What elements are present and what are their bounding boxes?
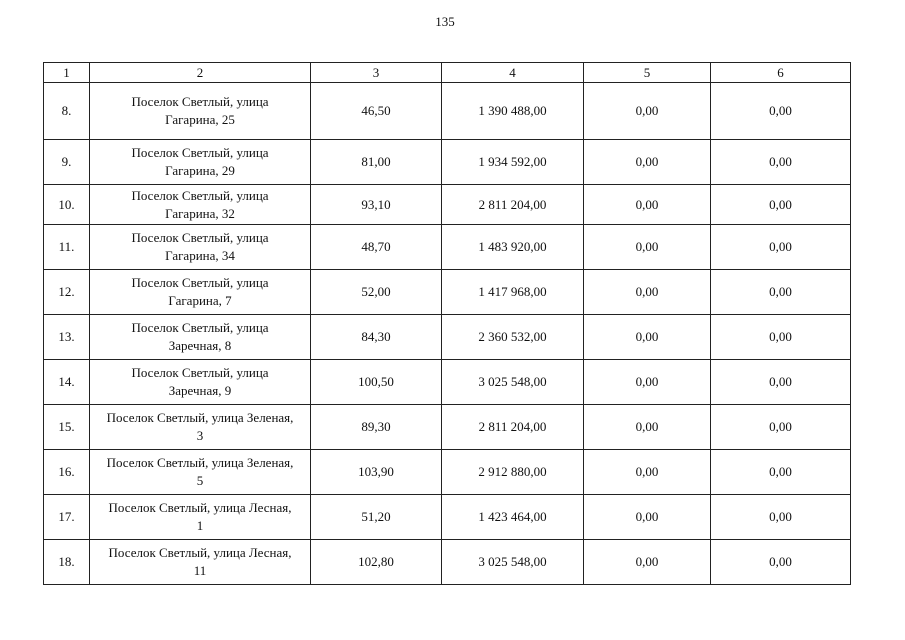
table-row (44, 83, 851, 140)
address-cell (90, 83, 311, 140)
area-cell: 89,30 (311, 405, 442, 450)
page-number: 135 (435, 14, 455, 29)
address-line: Поселок Светлый, улица Зеленая, (106, 410, 294, 425)
area-cell: 103,90 (311, 450, 442, 495)
amount-cell: 2 912 880,00 (442, 450, 584, 495)
address-line: 5 (196, 473, 204, 488)
area-cell: 46,50 (311, 83, 442, 140)
value-cell: 0,00 (584, 315, 711, 360)
area-cell: 81,00 (311, 140, 442, 185)
address-cell (90, 540, 311, 585)
row-number: 13. (44, 315, 90, 360)
row-number: 12. (44, 270, 90, 315)
header-cell: 5 (584, 63, 711, 83)
value-cell: 0,00 (711, 83, 851, 140)
value-cell: 0,00 (711, 495, 851, 540)
header-cell: 3 (311, 63, 442, 83)
area-cell: 102,80 (311, 540, 442, 585)
row-number: 10. (44, 185, 90, 225)
value-cell: 0,00 (584, 270, 711, 315)
value-cell: 0,00 (584, 83, 711, 140)
row-number: 9. (44, 140, 90, 185)
value-cell: 0,00 (711, 450, 851, 495)
value-cell: 0,00 (711, 405, 851, 450)
address-cell (90, 270, 311, 315)
address-line: Поселок Светлый, улица Лесная, (108, 500, 292, 515)
table-row (44, 270, 851, 315)
area-cell: 84,30 (311, 315, 442, 360)
value-cell: 0,00 (711, 270, 851, 315)
value-cell: 0,00 (584, 225, 711, 270)
table-row (44, 540, 851, 585)
table-row (44, 140, 851, 185)
address-line: Поселок Светлый, улица (131, 365, 269, 380)
address-cell (90, 185, 311, 225)
area-cell: 51,20 (311, 495, 442, 540)
value-cell: 0,00 (584, 540, 711, 585)
data-table (43, 62, 851, 585)
row-number: 18. (44, 540, 90, 585)
address-line: Поселок Светлый, улица (131, 94, 269, 109)
address-cell (90, 495, 311, 540)
table-row (44, 405, 851, 450)
address-line: Гагарина, 34 (165, 248, 235, 263)
amount-cell: 2 360 532,00 (442, 315, 584, 360)
address-line: Заречная, 8 (168, 338, 232, 353)
row-number: 15. (44, 405, 90, 450)
row-number: 11. (44, 225, 90, 270)
address-line: Гагарина, 29 (165, 163, 235, 178)
value-cell: 0,00 (711, 225, 851, 270)
area-cell: 52,00 (311, 270, 442, 315)
table-row (44, 450, 851, 495)
address-cell (90, 360, 311, 405)
amount-cell: 2 811 204,00 (442, 185, 584, 225)
amount-cell: 3 025 548,00 (442, 540, 584, 585)
address-line: Гагарина, 32 (165, 205, 235, 221)
address-line: Поселок Светлый, улица Зеленая, (106, 455, 294, 470)
amount-cell: 1 483 920,00 (442, 225, 584, 270)
value-cell: 0,00 (584, 450, 711, 495)
value-cell: 0,00 (584, 185, 711, 225)
header-cell: 2 (90, 63, 311, 83)
address-line: Заречная, 9 (168, 383, 232, 398)
address-cell (90, 225, 311, 270)
value-cell: 0,00 (584, 405, 711, 450)
area-cell: 100,50 (311, 360, 442, 405)
amount-cell: 1 423 464,00 (442, 495, 584, 540)
value-cell: 0,00 (711, 140, 851, 185)
address-cell (90, 140, 311, 185)
value-cell: 0,00 (711, 360, 851, 405)
table-row (44, 225, 851, 270)
table-row (44, 315, 851, 360)
address-line: Поселок Светлый, улица Лесная, (108, 545, 292, 560)
address-line: Поселок Светлый, улица (131, 230, 269, 245)
amount-cell: 1 390 488,00 (442, 83, 584, 140)
amount-cell: 1 934 592,00 (442, 140, 584, 185)
address-cell (90, 405, 311, 450)
address-line: 11 (193, 563, 207, 578)
value-cell: 0,00 (711, 185, 851, 225)
table-row (44, 185, 851, 225)
header-cell: 1 (44, 63, 90, 83)
row-number: 8. (44, 83, 90, 140)
address-cell (90, 315, 311, 360)
value-cell: 0,00 (584, 140, 711, 185)
area-cell: 48,70 (311, 225, 442, 270)
address-line: Гагарина, 25 (165, 112, 235, 127)
address-line: Поселок Светлый, улица (131, 275, 269, 290)
address-cell (90, 450, 311, 495)
header-row (44, 63, 851, 83)
amount-cell: 3 025 548,00 (442, 360, 584, 405)
header-cell: 4 (442, 63, 584, 83)
address-line: 1 (196, 518, 204, 533)
address-line: 3 (196, 428, 204, 443)
row-number: 17. (44, 495, 90, 540)
address-line: Гагарина, 7 (168, 293, 232, 308)
area-cell: 93,10 (311, 185, 442, 225)
amount-cell: 2 811 204,00 (442, 405, 584, 450)
table-row (44, 495, 851, 540)
amount-cell: 1 417 968,00 (442, 270, 584, 315)
table-row (44, 360, 851, 405)
address-line: Поселок Светлый, улица (131, 187, 269, 203)
row-number: 16. (44, 450, 90, 495)
address-line: Поселок Светлый, улица (131, 145, 269, 160)
header-cell: 6 (711, 63, 851, 83)
value-cell: 0,00 (711, 540, 851, 585)
row-number: 14. (44, 360, 90, 405)
address-line: Поселок Светлый, улица (131, 320, 269, 335)
value-cell: 0,00 (584, 360, 711, 405)
value-cell: 0,00 (711, 315, 851, 360)
value-cell: 0,00 (584, 495, 711, 540)
